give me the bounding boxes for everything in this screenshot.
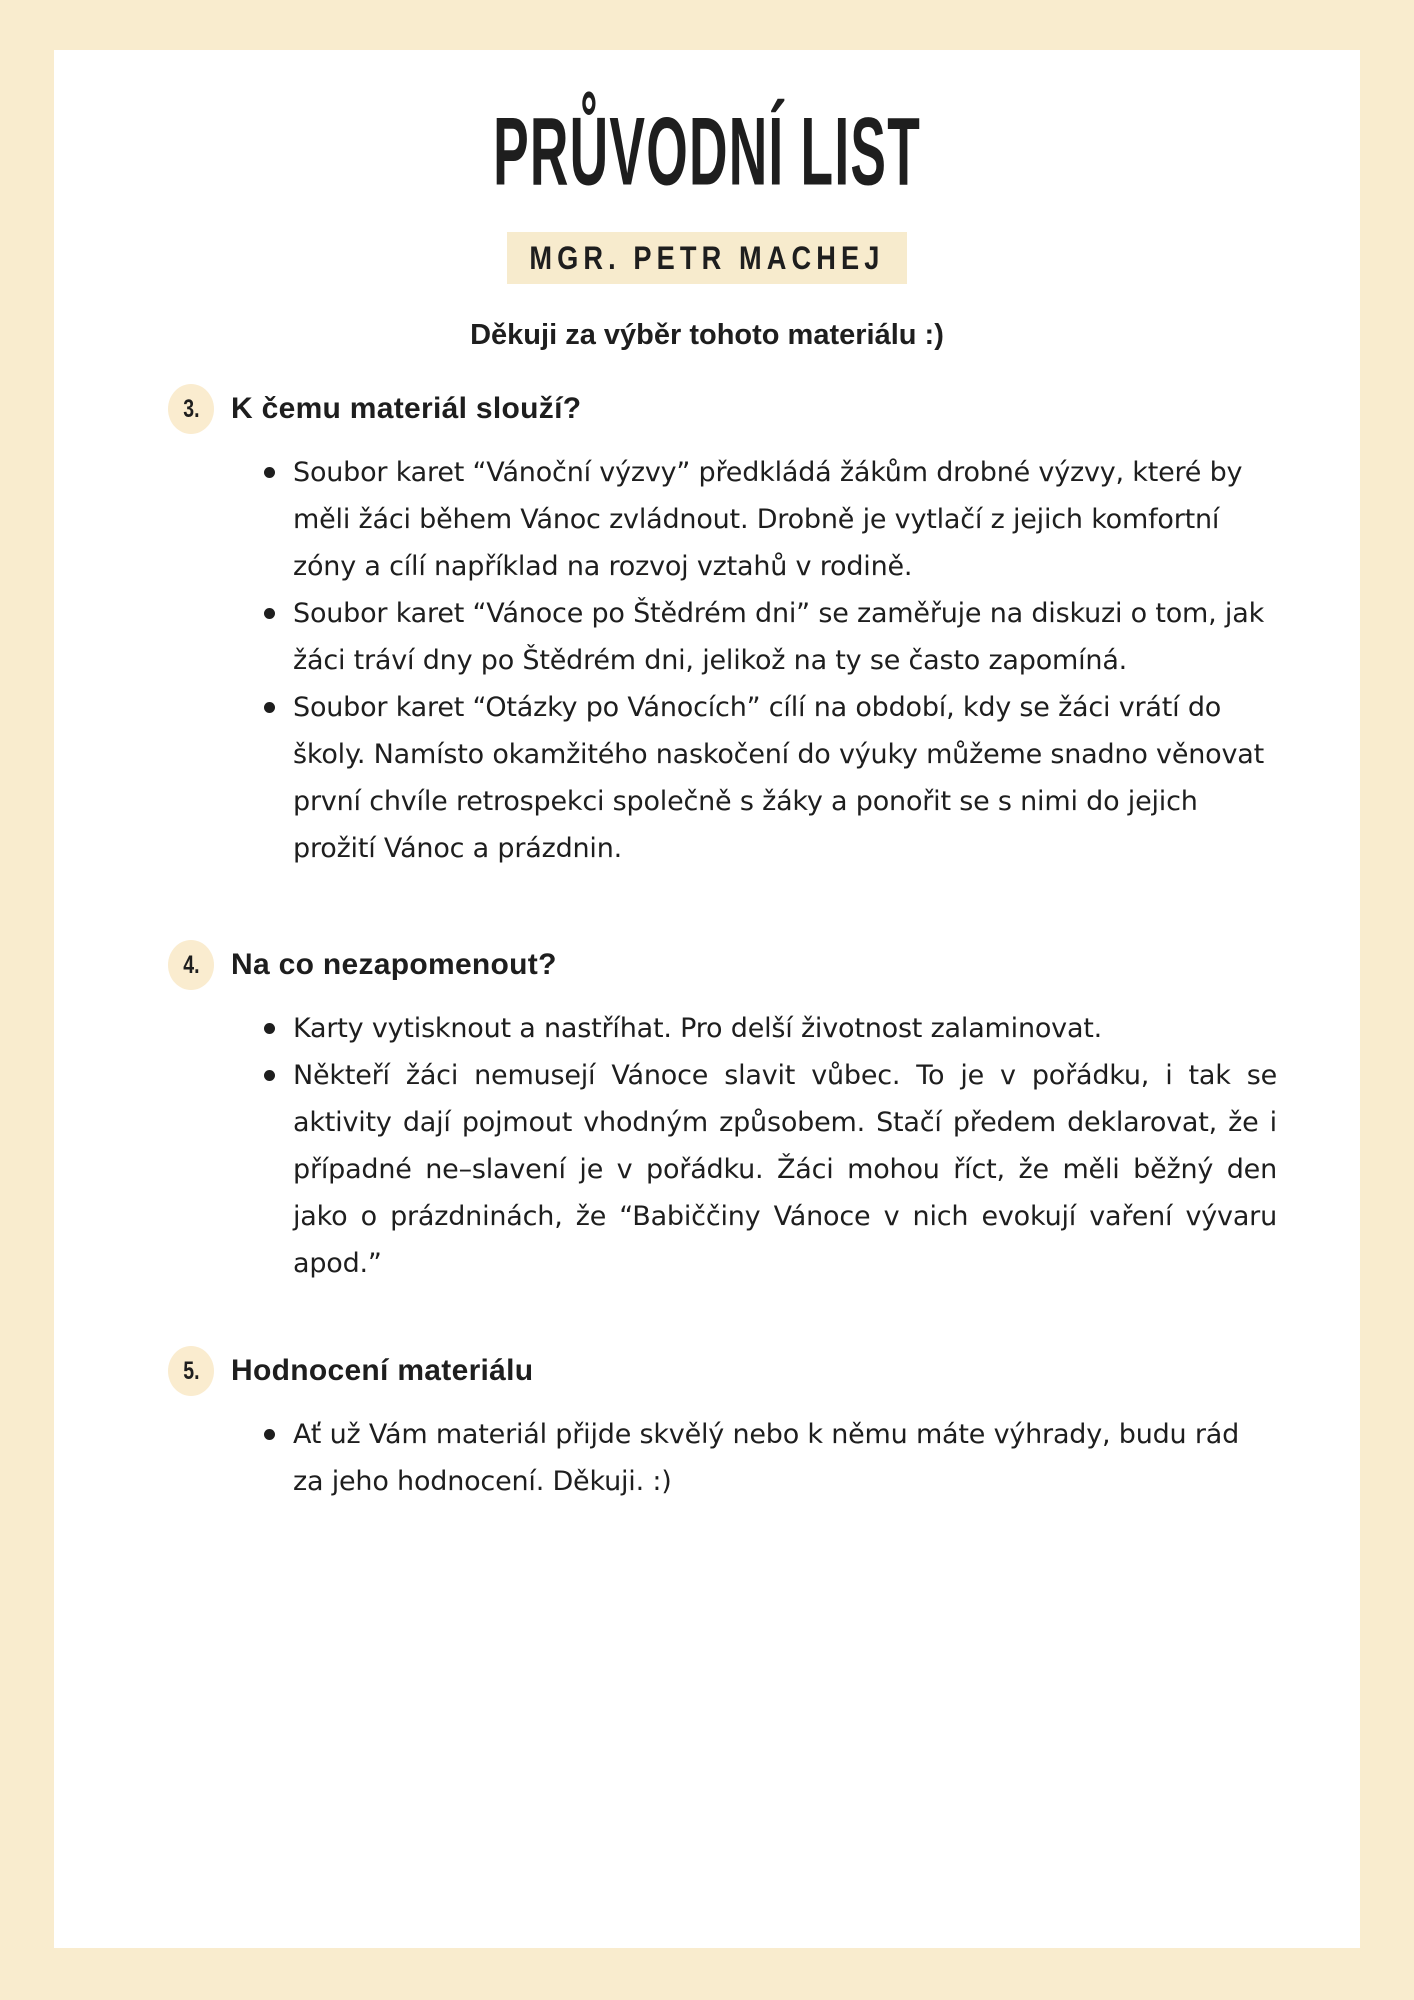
bullet-item: Ať už Vám materiál přijde skvělý nebo k němu máte výhrady, budu rád za jeho hodnocení. Děkuji. :) xyxy=(262,1411,1277,1505)
section-header xyxy=(168,1346,1277,1396)
section xyxy=(168,940,1277,1287)
section-number: 4. xyxy=(182,950,200,979)
section xyxy=(168,384,1277,872)
section xyxy=(168,1346,1277,1505)
bullet-list xyxy=(168,1005,1277,1287)
sections-container xyxy=(168,384,1277,1505)
bullet-list xyxy=(168,1411,1277,1505)
bullet-item: Karty vytisknout a nastříhat. Pro delší životnost zalaminovat. xyxy=(262,1005,1277,1052)
section-header xyxy=(168,940,1277,990)
section-number-badge xyxy=(168,940,214,990)
author-name: MGR. PETR MACHEJ xyxy=(529,239,885,276)
thanks-line: Děkuji za výběr tohoto materiálu :) xyxy=(470,319,944,351)
section-number-badge xyxy=(168,384,214,434)
page-title-text: PRŮVODNÍ LIST xyxy=(493,98,921,206)
section-heading: Hodnocení materiálu xyxy=(231,1354,534,1387)
author-highlight-band xyxy=(507,232,907,284)
paper-page xyxy=(54,50,1360,1948)
bullet-item: Soubor karet “Vánoční výzvy” předkládá žákům drobné výzvy, které by měli žáci během Vánoc zvládnout. Drobně je vytlačí z jejich komfortní zóny a cílí například na rozvoj vztahů v rodině. xyxy=(262,449,1277,590)
page-title xyxy=(54,50,1360,210)
bullet-item: Soubor karet “Otázky po Vánocích” cílí na období, kdy se žáci vrátí do školy. Namísto okamžitého naskočení do výuky můžeme snadno věnovat první chvíle retrospekci společně s žáky a ponořit se s nimi do jejich prožití Vánoc a prázdnin. xyxy=(262,684,1277,872)
section-header xyxy=(168,384,1277,434)
section-number: 5. xyxy=(182,1356,200,1385)
section-heading: Na co nezapomenout? xyxy=(231,948,557,981)
section-heading: K čemu materiál slouží? xyxy=(231,392,582,425)
section-number: 3. xyxy=(182,394,200,423)
section-number-badge xyxy=(168,1346,214,1396)
bullet-item: Někteří žáci nemusejí Vánoce slavit vůbec. To je v pořádku, i tak se aktivity dají pojmout vhodným způsobem. Stačí předem deklarovat, že i případné ne–slavení je v pořádku. Žáci mohou říct, že měli běžný den jako o prázdninách, že “Babiččiny Vánoce v nich evokují vaření vývaru apod.” xyxy=(262,1052,1277,1287)
bullet-list xyxy=(168,449,1277,872)
bullet-item: Soubor karet “Vánoce po Štědrém dni” se zaměřuje na diskuzi o tom, jak žáci tráví dny po Štědrém dni, jelikož na ty se často zapomíná. xyxy=(262,590,1277,684)
